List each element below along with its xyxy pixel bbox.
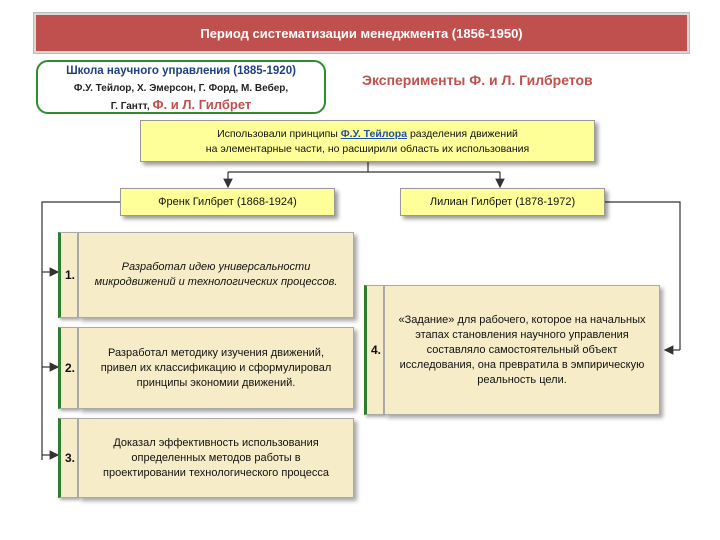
item-number: 3. — [58, 418, 78, 498]
taylor-link[interactable]: Ф.У. Тейлора — [340, 128, 408, 140]
principles-text-before: Использовали принципы — [217, 128, 341, 140]
frank-gilbreth-box: Френк Гилбрет (1868-1924) — [120, 188, 335, 216]
principles-text-after: разделения движений — [407, 128, 518, 140]
item-number: 4. — [364, 285, 384, 415]
item-number: 2. — [58, 327, 78, 409]
principles-line2: на элементарные части, но расширили область их использования — [205, 143, 530, 155]
principles-line1 — [141, 127, 594, 142]
school-title: Школа научного управления (1885-1920) — [66, 65, 296, 77]
item-card-1: Разработал идею универсальности микродвижений и технологических процессов. — [78, 232, 354, 318]
school-box — [36, 60, 326, 114]
school-names-prefix: Г. Гантт, — [110, 101, 150, 112]
lilian-gilbreth-box: Лилиан Гилбрет (1878-1972) — [400, 188, 605, 216]
school-names-line1: Ф.У. Тейлор, Х. Эмерсон, Г. Форд, М. Вебер, — [73, 83, 289, 94]
school-names-line2 — [38, 97, 324, 112]
experiments-heading: Эксперименты Ф. и Л. Гилбретов — [362, 72, 593, 88]
item-number: 1. — [58, 232, 78, 318]
item-card-3: Доказал эффективность использования определенных методов работы в проектировании технологического процесса — [78, 418, 354, 498]
principles-box — [140, 120, 595, 162]
item-card-4: «Задание» для рабочего, которое на начальных этапах становления научного управления составляло самостоятельный объект исследования, она превратила в эмпирическую реальность цели. — [384, 285, 660, 415]
school-names-highlight: Ф. и Л. Гилбрет — [152, 97, 252, 112]
page-title: Период систематизации менеджмента (1856-1950) — [34, 13, 689, 53]
item-card-2: Разработал методику изучения движений, привел их классификацию и сформулировал принципы экономии движений. — [78, 327, 354, 409]
